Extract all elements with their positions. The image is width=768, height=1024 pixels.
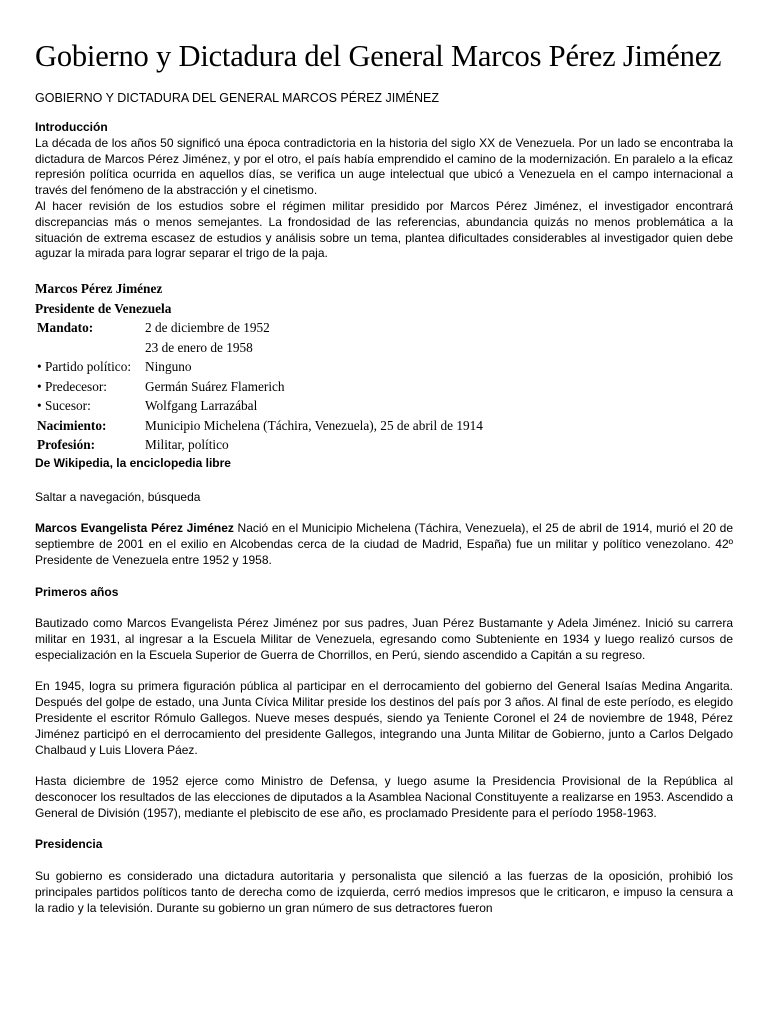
profesion-value: Militar, político: [145, 437, 229, 453]
infobox-row-partido: [37, 357, 483, 377]
nacimiento-value: Municipio Michelena (Táchira, Venezuela), 25 de abril de 1914: [145, 417, 483, 433]
mandato-start: 2 de diciembre de 1952: [145, 320, 270, 336]
partido-value: Ninguno: [145, 359, 192, 375]
predecesor-value: Germán Suárez Flamerich: [145, 378, 285, 394]
nacimiento-label: Nacimiento:: [37, 417, 107, 433]
presidencia-heading: Presidencia: [35, 837, 103, 852]
primeros-heading: Primeros años: [35, 584, 119, 599]
partido-label: • Partido político:: [37, 358, 132, 374]
infobox-row-mandato: [37, 318, 483, 357]
mandato-label: Mandato:: [37, 320, 94, 336]
profesion-label: Profesión:: [37, 437, 96, 453]
infobox: [35, 279, 733, 455]
predecesor-label: • Predecesor:: [37, 378, 108, 394]
bio-name: Marcos Evangelista Pérez Jiménez: [35, 521, 234, 536]
infobox-row-sucesor: [37, 396, 483, 416]
document-title: Gobierno y Dictadura del General Marcos Pérez Jiménez: [35, 39, 722, 73]
intro-heading: Introducción: [35, 120, 108, 134]
infobox-row-predecesor: [37, 377, 483, 397]
primeros-paragraph-2: En 1945, logra su primera figuración pública al participar en el derrocamiento del gobierno del General Isaías Medina Angarita. Después del golpe de estado, una Junta Cívica Militar preside los destinos del país por 3 años. Al final de este período, es elegido Presidente el escritor Rómulo Gallegos. Nueve meses después, siendo ya Teniente Coronel el 24 de noviembre de 1948, Pérez Jiménez participó en el derrocamiento del presidente Gallegos, integrando una Junta Militar de Gobierno, junto a Carlos Delgado Chalbaud y Luis Llovera Páez.: [35, 679, 733, 757]
wiki-source-line: De Wikipedia, la enciclopedia libre: [35, 455, 231, 470]
primeros-paragraph-3: Hasta diciembre de 1952 ejerce como Ministro de Defensa, y luego asume la Presidencia Provisional de la República al desconocer los resultados de las elecciones de diputados a la Asamblea Nacional Constituyente a realizarse en 1953. Ascendido a General de División (1957), mediante el plebiscito de ese año, es proclamado Presidente para el período 1958-1963.: [35, 774, 733, 820]
skip-navigation-link[interactable]: Saltar a navegación, búsqueda: [35, 489, 201, 504]
bio-paragraph: [35, 521, 733, 568]
intro-paragraph-1: La década de los años 50 significó una época contradictoria en la historia del siglo XX de Venezuela. Por un lado se encontraba la dictadura de Marcos Pérez Jiménez, y por el otro, el país había emprendido el camino de la modernización. En paralelo a la eficaz represión política ocurrida en aquellos días, se verifica un auge intelectual que ubicó a Venezuela en el campo internacional a través del fenómeno de la abstracción y el cinetismo.: [35, 135, 733, 198]
presidencia-paragraph-1: Su gobierno es considerado una dictadura autoritaria y personalista que silenció a las fuerzas de la oposición, prohibió los principales partidos políticos tanto de derecha como de izquierda, cerró medios impresos que le criticaron, e impuso la censura a la radio y la televisión. Durante su gobierno un gran número de sus detractores fueron: [35, 869, 733, 915]
mandato-value: [145, 318, 483, 357]
sucesor-label: • Sucesor:: [37, 398, 91, 414]
intro-paragraph-2: Al hacer revisión de los estudios sobre el régimen militar presidido por Marcos Pérez Jiménez, el investigador encontrará discrepancias más o menos semejantes. La frondosidad de las referencias, abundancia quizás no menos problemática a la situación de extrema escasez de estudios y análisis sobre un tema, plantea dificultades considerables al investigador quien debe aguzar la mirada para lograr separar el trigo de la paja.: [35, 198, 733, 261]
primeros-paragraph-1: Bautizado como Marcos Evangelista Pérez Jiménez por sus padres, Juan Pérez Bustamante y Adela Jiménez. Inició su carrera militar en 1931, al ingresar a la Escuela Militar de Venezuela, egresando como Subteniente en 1934 y luego realizó cursos de especialización en la Escuela Superior de Guerra de Chorrillos, en Perú, siendo ascendido a Capitán a su regreso.: [35, 616, 733, 662]
bio-text: Nació en el Municipio Michelena (Táchira, Venezuela), el 25 de abril de 1914, murió el 20 de septiembre de 2001 en el exilio en Alcobendas cerca de la ciudad de Madrid, España) fue un militar y político venezolano. 42º Presidente de Venezuela entre 1952 y 1958.: [35, 521, 733, 568]
infobox-table: [37, 318, 483, 455]
mandato-end: 23 de enero de 1958: [145, 339, 253, 355]
sucesor-value: Wolfgang Larrazábal: [145, 398, 258, 414]
infobox-name: Marcos Pérez Jiménez: [35, 281, 163, 297]
intro-section: [35, 120, 733, 262]
document-subtitle: GOBIERNO Y DICTADURA DEL GENERAL MARCOS PÉREZ JIMÉNEZ: [35, 91, 440, 105]
infobox-role: Presidente de Venezuela: [35, 300, 172, 316]
infobox-row-profesion: [37, 435, 483, 455]
infobox-row-nacimiento: [37, 416, 483, 436]
